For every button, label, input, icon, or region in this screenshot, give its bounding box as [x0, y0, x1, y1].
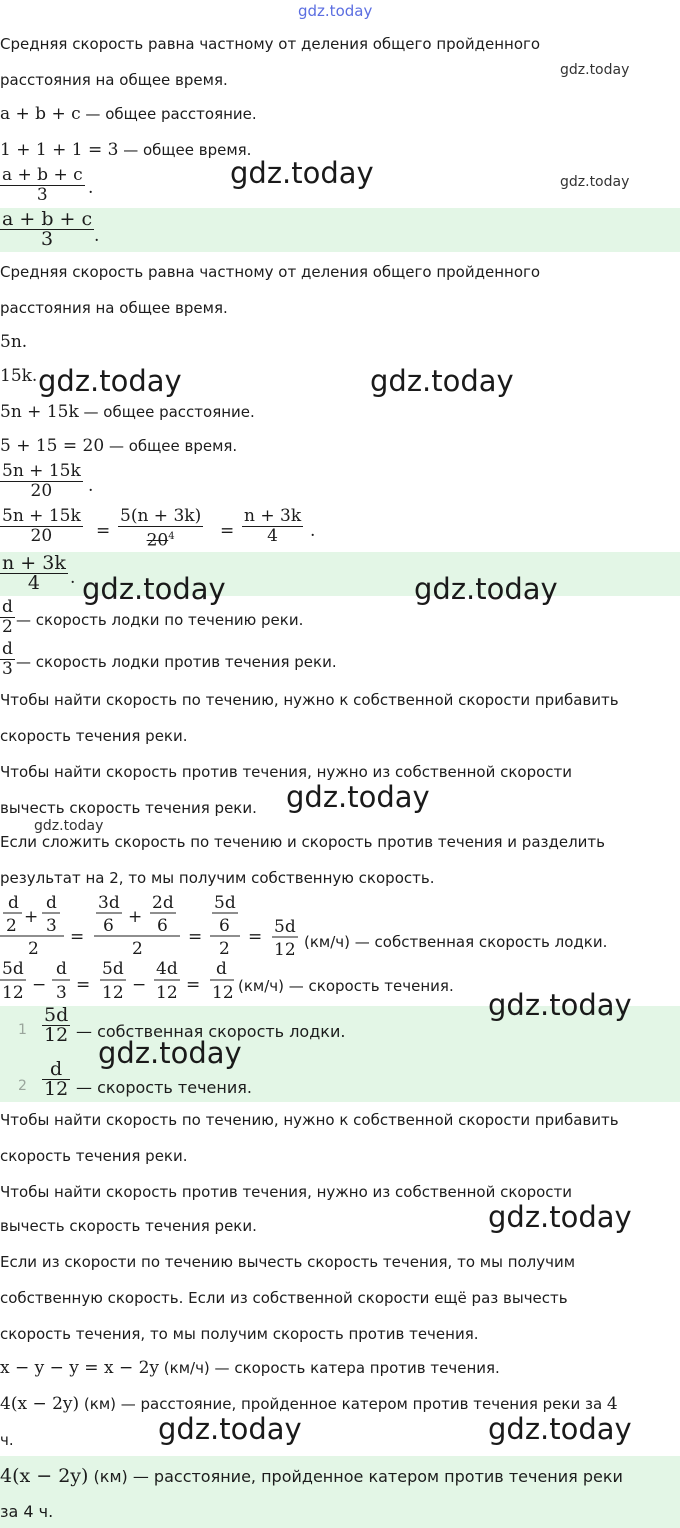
equals-sign: =	[220, 521, 235, 541]
paragraph: Чтобы найти скорость против течения, нужно из собственной скорости	[0, 763, 573, 781]
punct: .	[88, 476, 94, 496]
answer-block	[0, 208, 680, 252]
formula-line: 1 + 1 + 1 = 3 — общее время.	[0, 140, 252, 160]
fraction: $\frac{d}{3}$	[2, 639, 13, 679]
formula-text: (км/ч) — скорость течения.	[238, 977, 454, 995]
fraction: $\frac{5n + 15k}{20}$	[2, 461, 81, 501]
watermark: gdz.today	[488, 1200, 632, 1234]
watermark: gdz.today	[488, 988, 632, 1022]
svg-text:12: 12	[2, 983, 24, 1003]
paragraph: Если из скорости по течению вычесть скорость течения, то мы получим	[0, 1253, 576, 1271]
svg-text:6: 6	[219, 916, 230, 936]
paragraph: собственную скорость. Если из собственной скорости ещё раз вычесть	[0, 1289, 568, 1307]
answer-text: 4(x − 2y) (км) — расстояние, пройденное катером против течения реки	[0, 1465, 623, 1487]
fraction: $\frac{n + 3k}{4}$	[244, 506, 302, 546]
svg-text:12: 12	[212, 983, 234, 1003]
paragraph: скорость течения реки.	[0, 1147, 188, 1165]
svg-text:5d: 5d	[2, 959, 24, 979]
formula-line: 15k.	[0, 366, 38, 386]
svg-text:2: 2	[6, 916, 17, 936]
watermark-top: gdz.today	[298, 2, 373, 20]
svg-text:+: +	[128, 907, 143, 927]
answer-block	[0, 1456, 680, 1528]
formula-line: x − y − y = x − 2y (км/ч) — скорость катера против течения.	[0, 1358, 500, 1378]
svg-text:d: d	[46, 893, 57, 913]
svg-text:=: =	[70, 927, 85, 947]
svg-text:5d: 5d	[214, 893, 236, 913]
punct: .	[94, 226, 100, 246]
fraction: $\frac{5n + 15k}{20}$	[2, 506, 81, 546]
svg-text:5d: 5d	[274, 917, 296, 937]
answer-fraction: $\frac{n + 3k}{4}$	[2, 552, 66, 594]
watermark: gdz.today	[230, 156, 374, 190]
svg-text:d: d	[56, 959, 67, 979]
svg-text:−: −	[132, 975, 147, 995]
punct: .	[88, 178, 94, 198]
paragraph: Средняя скорость равна частному от деления общего пройденного	[0, 35, 541, 53]
paragraph: Если сложить скорость по течению и скорость против течения и разделить	[0, 833, 606, 851]
svg-text:3: 3	[46, 916, 57, 936]
watermark: gdz.today	[98, 1036, 242, 1070]
svg-text:=: =	[76, 975, 91, 995]
svg-text:d: d	[8, 893, 19, 913]
svg-text:2: 2	[219, 939, 230, 959]
svg-text:3d: 3d	[98, 893, 120, 913]
answer-text: — скорость течения.	[76, 1078, 252, 1097]
watermark: gdz.today	[82, 572, 226, 606]
formula-line: ч.	[0, 1431, 14, 1449]
svg-text:d: d	[216, 959, 227, 979]
formula-line: 5n + 15k — общее расстояние.	[0, 402, 255, 422]
answer-text: за 4 ч.	[0, 1502, 54, 1521]
paragraph: Чтобы найти скорость по течению, нужно к собственной скорости прибавить	[0, 1111, 619, 1129]
svg-text:2d: 2d	[152, 893, 174, 913]
paragraph: Чтобы найти скорость против течения, нужно из собственной скорости	[0, 1183, 573, 1201]
paragraph: скорость течения реки.	[0, 727, 188, 745]
watermark: gdz.today	[34, 818, 104, 834]
paragraph: вычесть скорость течения реки.	[0, 799, 257, 817]
paragraph: расстояния на общее время.	[0, 299, 228, 317]
punct: .	[70, 568, 76, 588]
svg-text:12: 12	[274, 940, 296, 960]
svg-text:3: 3	[56, 983, 67, 1003]
watermark: gdz.today	[560, 174, 630, 190]
formula-line: 5 + 15 = 20 — общее время.	[0, 436, 238, 456]
svg-text:6: 6	[103, 916, 114, 936]
paragraph: скорость течения, то мы получим скорость против течения.	[0, 1325, 479, 1343]
watermark: gdz.today	[286, 780, 430, 814]
answer-fraction: $\frac{a + b + c}{3}$	[2, 208, 93, 250]
svg-text:2: 2	[132, 939, 143, 959]
watermark: gdz.today	[38, 364, 182, 398]
svg-text:4d: 4d	[156, 959, 178, 979]
fraction: $\frac{5(n + 3k)}{20^4}$	[120, 506, 202, 551]
formula-text: — скорость лодки против течения реки.	[16, 653, 337, 671]
watermark: gdz.today	[560, 62, 630, 78]
fraction: $\frac{d}{2}$	[2, 597, 13, 637]
answer-fraction: $\frac{d}{12}$	[44, 1058, 69, 1100]
formula-text: (км/ч) — собственная скорость лодки.	[304, 933, 608, 951]
svg-text:5d: 5d	[102, 959, 124, 979]
svg-text:+: +	[24, 907, 39, 927]
paragraph: вычесть скорость течения реки.	[0, 1217, 257, 1235]
svg-text:=: =	[248, 927, 263, 947]
paragraph: результат на 2, то мы получим собственную скорость.	[0, 869, 435, 887]
svg-text:−: −	[32, 975, 47, 995]
answer-fraction: $\frac{5d}{12}$	[44, 1004, 69, 1046]
paragraph: Средняя скорость равна частному от деления общего пройденного	[0, 263, 541, 281]
formula-line: 5n.	[0, 332, 28, 352]
watermark: gdz.today	[370, 364, 514, 398]
svg-text:2: 2	[28, 939, 39, 959]
list-number: 1	[18, 1022, 27, 1038]
formula-line: a + b + c — общее расстояние.	[0, 104, 257, 124]
svg-text:6: 6	[157, 916, 168, 936]
paragraph: расстояния на общее время.	[0, 71, 228, 89]
fraction: $\frac{a + b + c}{3}$	[2, 165, 83, 205]
answer-text: — собственная скорость лодки.	[76, 1022, 346, 1041]
equals-sign: =	[96, 521, 111, 541]
svg-text:12: 12	[102, 983, 124, 1003]
watermark: gdz.today	[488, 1412, 632, 1446]
paragraph: Чтобы найти скорость по течению, нужно к собственной скорости прибавить	[0, 691, 619, 709]
svg-text:=: =	[188, 927, 203, 947]
formula-text: — скорость лодки по течению реки.	[16, 611, 304, 629]
punct: .	[310, 521, 316, 541]
watermark: gdz.today	[158, 1412, 302, 1446]
formula-line: 4(x − 2y) (км) — расстояние, пройденное катером против течения реки за 4	[0, 1394, 618, 1414]
svg-text:12: 12	[156, 983, 178, 1003]
svg-text:=: =	[186, 975, 201, 995]
watermark: gdz.today	[414, 572, 558, 606]
list-number: 2	[18, 1078, 27, 1094]
